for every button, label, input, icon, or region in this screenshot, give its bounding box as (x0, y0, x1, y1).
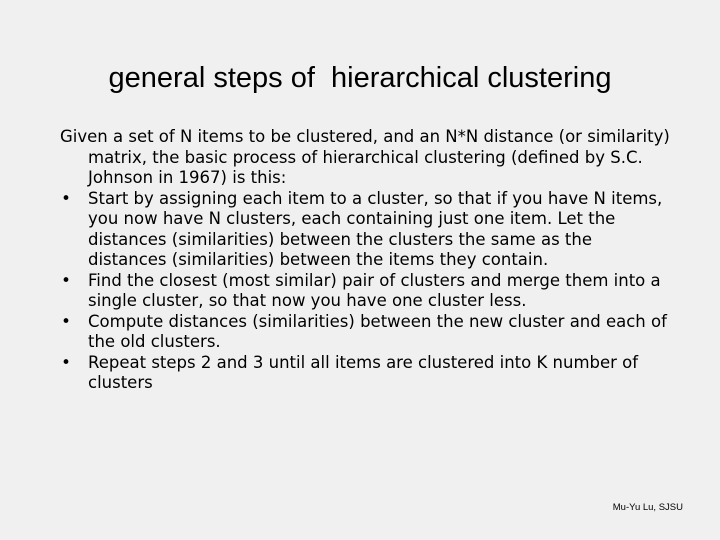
bullet-icon: • (61, 352, 71, 372)
bullet-icon: • (61, 311, 71, 331)
step-text: Start by assigning each item to a cluster, so that if you have N items, you now have N clusters, each containing just one item. Let the distances (similarities) between the clusters the same as the distances (similarities) between the items they contain. (88, 188, 663, 269)
intro-paragraph: Given a set of N items to be clustered, and an N*N distance (or similarity) matrix, the basic process of hierarchical clustering (defined by S.C. Johnson in 1967) is this: (60, 127, 670, 187)
bullet-icon: • (61, 270, 71, 290)
step-text: Compute distances (similarities) between the new cluster and each of the old clusters. (88, 311, 667, 351)
step-text: Repeat steps 2 and 3 until all items are clustered into K number of clusters (88, 352, 639, 392)
bullet-icon: • (61, 188, 71, 208)
steps-list (60, 189, 670, 394)
step-text: Find the closest (most similar) pair of clusters and merge them into a single cluster, so that now you have one cluster less. (88, 270, 661, 310)
list-item (60, 353, 670, 394)
list-item (60, 312, 670, 353)
slide-title: general steps of hierarchical clustering (108, 62, 612, 94)
list-item (60, 271, 670, 312)
footer-credit: Mu-Yu Lu, SJSU (612, 502, 683, 513)
list-item (60, 189, 670, 271)
slide-body (60, 127, 670, 394)
